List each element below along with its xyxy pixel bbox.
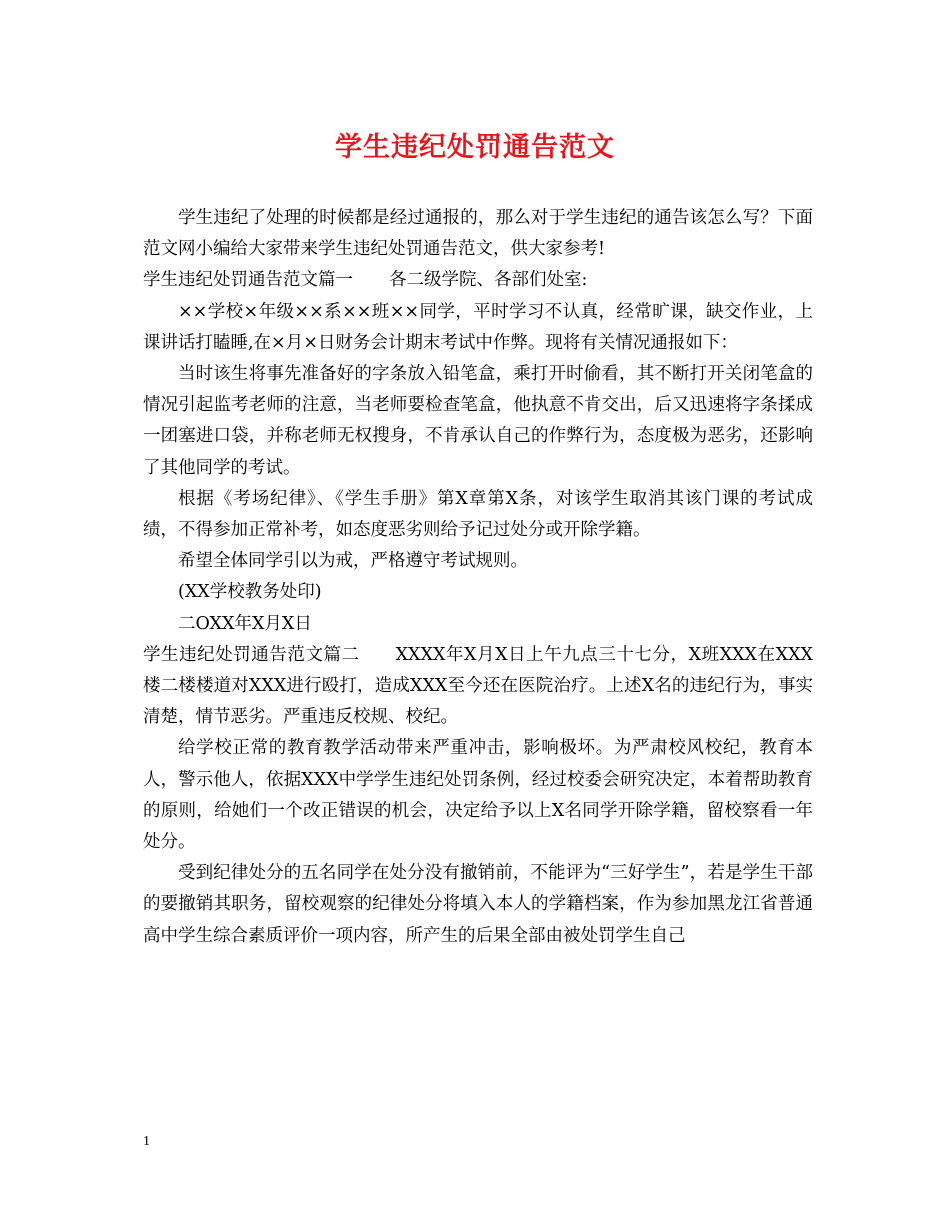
section1-heading: 学生违纪处罚通告范文篇一: [143, 270, 353, 291]
section1-paragraph-3: 根据《考场纪律》、《学生手册》第X章第X条，对该学生取消其该门课的考试成绩，不得参加正常补考，如态度恶劣则给予记过处分或开除学籍。: [143, 488, 813, 541]
page-number: 1: [143, 1134, 150, 1149]
section1-paragraph-1: ××学校×年级××系××班××同学，平时学习不认真，经常旷课，缺交作业，上课讲话打瞌睡,在×月×日财务会计期末考试中作弊。现将有关情况通报如下：: [143, 301, 813, 353]
section2-heading: 学生违纪处罚通告范文篇二: [143, 644, 360, 665]
document-title: 学生违纪处罚通告范文: [335, 132, 615, 163]
section2-paragraph-1: [143, 640, 813, 734]
section1-heading-line: [143, 265, 813, 296]
section1-seal: (XX学校教务处印): [178, 582, 322, 603]
section1-addressee: 各二级学院、各部们处室:: [389, 270, 588, 291]
section1-date: 二OXX年X月X日: [178, 613, 312, 634]
section1-paragraph-4: 希望全体同学引以为戒，严格遵守考试规则。: [178, 551, 528, 572]
document-body: [143, 203, 813, 952]
section2-paragraph-3: 受到纪律处分的五名同学在处分没有撤销前，不能评为“三好学生”，若是学生干部的要撤销其职务，留校观察的纪律处分将填入本人的学籍档案，作为参加黑龙江省普通高中学生综合素质评价一项内容，所产生的后果全部由被处罚学生自己: [143, 863, 813, 946]
section2-first-text: XXXX年X月X日上午九点三十七分，X班XXX在XXX楼二楼楼道对XXX进行殴打，造成XXX至今还在医院治疗。上述X名的违纪行为，事实清楚，情节恶劣。严重违反校规、校纪。: [143, 644, 813, 728]
section1-paragraph-2: 当时该生将事先准备好的字条放入铅笔盒，乘打开时偷看，其不断打开关闭笔盒的情况引起监考老师的注意，当老师要检查笔盒，他执意不肯交出，后又迅速将字条揉成一团塞进口袋，并称老师无权搜身，不肯承认自己的作弊行为，态度极为恶劣，还影响了其他同学的考试。: [143, 364, 813, 478]
section2-paragraph-2: 给学校正常的教育教学活动带来严重冲击，影响极坏。为严肃校风校纪，教育本人，警示他人，依据XXX中学学生违纪处罚条例，经过校委会研究决定，本着帮助教育的原则，给她们一个改正错误的机会，决定给予以上X名同学开除学籍，留校察看一年处分。: [143, 738, 813, 853]
intro-paragraph: 学生违纪了处理的时候都是经过通报的，那么对于学生违纪的通告该怎么写？下面范文网小编给大家带来学生违纪处罚通告范文，供大家参考!: [143, 208, 813, 260]
